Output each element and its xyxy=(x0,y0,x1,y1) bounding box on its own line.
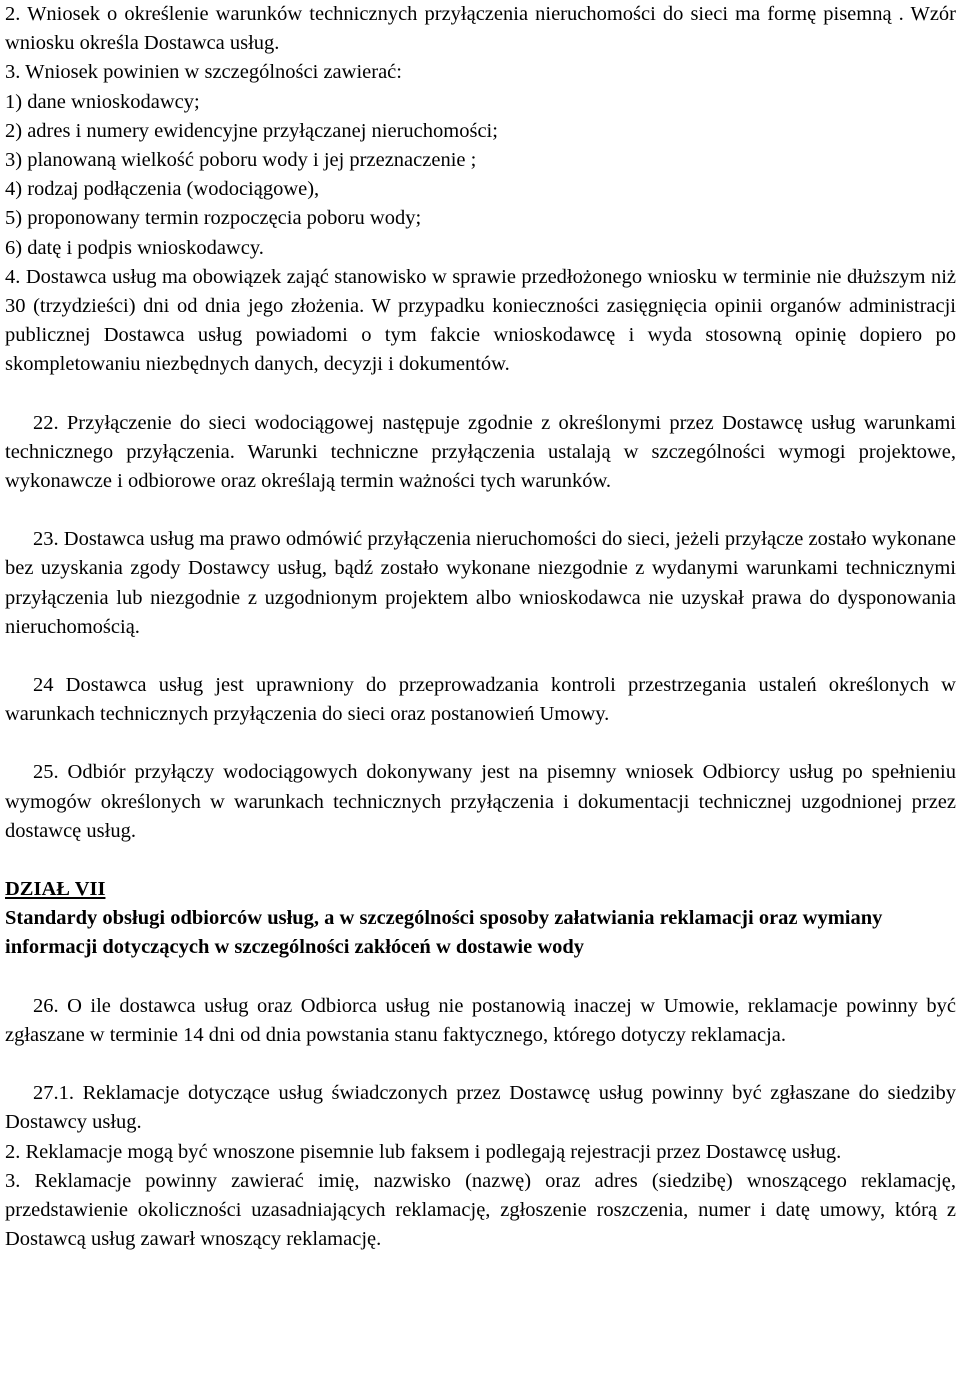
paragraph-2: 2. Wniosek o określenie warunków technicznych przyłączenia nieruchomości do sieci ma formę pisemną . Wzór wniosku określa Dostawca usług. xyxy=(5,3,956,55)
section-27-1-text: 27.1. Reklamacje dotyczące usług świadczonych przez Dostawcę usług powinny być zgłaszane do siedziby Dostawcy usług. xyxy=(5,1082,956,1134)
section-22 xyxy=(5,409,956,497)
spacer xyxy=(5,963,956,992)
spacer xyxy=(5,729,956,758)
spacer xyxy=(5,1050,956,1079)
list-item: 2) adres i numery ewidencyjne przyłączanej nieruchomości; xyxy=(5,119,498,142)
section-24 xyxy=(5,671,956,729)
section-23-text: 23. Dostawca usług ma prawo odmówić przyłączenia nieruchomości do sieci, jeżeli przyłącze zostało wykonane bez uzyskania zgody Dostawcy usług, bądź zostało wykonane niezgodnie z wydanymi warunkami technicznymi przyłączenia lub niezgodnie z uzgodnionym projektem albo wnioskodawca nie uzyskał prawa do dysponowania nieruchomością. xyxy=(5,528,956,638)
list-item: 5) proponowany termin rozpoczęcia poboru wody; xyxy=(5,207,422,230)
spacer xyxy=(5,846,956,875)
list-item: 3) planowaną wielkość poboru wody i jej przeznaczenie ; xyxy=(5,149,477,172)
paragraph-3-intro: 3. Wniosek powinien w szczególności zawierać: xyxy=(5,61,402,84)
spacer xyxy=(5,642,956,671)
list-item: 4) rodzaj podłączenia (wodociągowe), xyxy=(5,178,320,201)
chapter-title: DZIAŁ VII xyxy=(5,878,106,901)
list-item: 1) dane wnioskodawcy; xyxy=(5,90,200,113)
section-27-3: 3. Reklamacje powinny zawierać imię, nazwisko (nazwę) oraz adres (siedzibę) wnoszącego reklamację, przedstawienie okoliczności uzasadniających reklamację, zgłoszenie roszczenia, numer i datę umowy, którą z Dostawcą usług zawarł wnoszący reklamację. xyxy=(5,1169,956,1251)
section-27-2: 2. Reklamacje mogą być wnoszone pisemnie lub faksem i podlegają rejestracji przez Dostawcę usług. xyxy=(5,1140,842,1163)
chapter-subtitle: Standardy obsługi odbiorców usług, a w szczególności sposoby załatwiania reklamacji oraz wymiany informacji dotyczących w szczególności zakłóceń w dostawie wody xyxy=(5,907,883,959)
section-25 xyxy=(5,758,956,846)
spacer xyxy=(5,496,956,525)
section-24-text: 24 Dostawca usług jest uprawniony do przeprowadzania kontroli przestrzegania ustaleń określonych w warunkach technicznych przyłączenia do sieci oraz postanowień Umowy. xyxy=(5,674,956,726)
section-26 xyxy=(5,992,956,1050)
section-27-1 xyxy=(5,1079,956,1137)
section-22-text: 22. Przyłączenie do sieci wodociągowej następuje zgodnie z określonymi przez Dostawcę usług warunkami technicznego przyłączenia. Warunki techniczne przyłączenia ustalają w szczególności wymogi projektowe, wykonawcze i odbiorowe oraz określają termin ważności tych warunków. xyxy=(5,411,956,493)
spacer xyxy=(5,380,956,409)
list-item: 6) datę i podpis wnioskodawcy. xyxy=(5,236,264,259)
paragraph-4: 4. Dostawca usług ma obowiązek zająć stanowisko w sprawie przedłożonego wniosku w terminie nie dłuższym niż 30 (trzydzieści) dni od dnia jego złożenia. W przypadku konieczności zasięgnięcia opinii organów administracji publicznej Dostawca usług powiadomi o tym fakcie wnioskodawcę i wyda stosowną opinię dopiero po skompletowaniu niezbędnych danych, decyzji i dokumentów. xyxy=(5,265,956,376)
section-23 xyxy=(5,525,956,642)
section-25-text: 25. Odbiór przyłączy wodociągowych dokonywany jest na pisemny wniosek Odbiorcy usług po spełnieniu wymogów określonych w warunkach technicznych przyłączenia i dokumentacji technicznej uzgodnionej przez dostawcę usług. xyxy=(5,761,956,842)
section-26-text: 26. O ile dostawca usług oraz Odbiorca usług nie postanowią inaczej w Umowie, reklamacje powinny być zgłaszane w terminie 14 dni od dnia powstania stanu faktycznego, którego dotyczy reklamacja. xyxy=(5,994,956,1046)
